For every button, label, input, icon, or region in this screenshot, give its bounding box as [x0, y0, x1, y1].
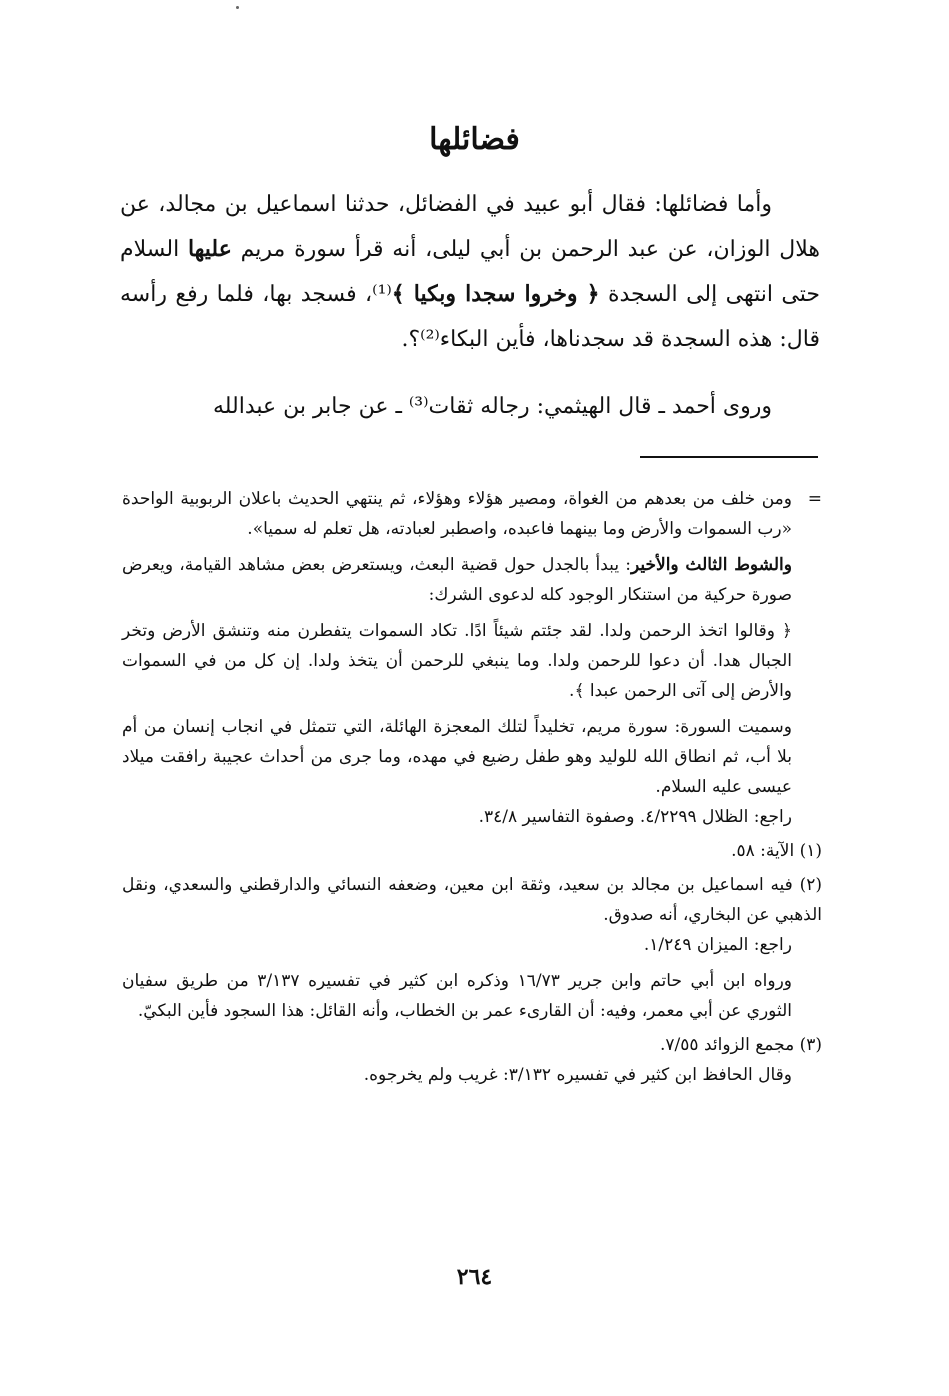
footnote-naming: وسميت السورة: سورة مريم، تخليداً لتلك المعجزة الهائلة، التي تتمثل في انجاب إنسان من أم بلا أب، ثم انطاق الله للوليد وهو طفل رضيع في مهده، وما جرى من أحداث عجيبة رافقت ميلاد عيسى عليه السلام.	[122, 717, 792, 797]
footnote-3-more: وقال الحافظ ابن كثير في تفسيره ٣/١٣٢: غريب ولم يخرجوه.	[363, 1065, 792, 1085]
footnote-reference-2: راجع: الميزان ١/٢٤٩.	[643, 935, 792, 955]
continuation-text: ومن خلف من بعدهم من الغواة، ومصير هؤلاء وهؤلاء، ثم ينتهي الحديث باعلان الربوبية الواحدة «رب السموات والأرض وما بينهما فاعبده، واصطبر لعبادته، هل تعلم له سميا».	[122, 489, 792, 539]
quranic-verse: ﴿ وخروا سجدا وبكيا ﴾	[391, 281, 600, 307]
footnote-2-more: ورواه ابن أبي حاتم وابن جرير ١٦/٧٣ وذكره ابن كثير في تفسيره ٣/١٣٧ من طريق سفيان الثوري عن أبي معمر، وفيه: أن القارىء عمر بن الخطاب، وأنه القائل: هذا السجود فأين البكيّ.	[122, 971, 793, 1021]
footnote-shawt-paragraph	[122, 550, 822, 610]
footnote-continuation	[122, 484, 822, 544]
footnote-2: (٢) فيه اسماعيل بن مجالد بن سعيد، وثقة ابن معين، وضعفه النسائي والدارقطني والسعدي، ونقل الذهبي عن البخاري، أنه صدوق.	[122, 875, 822, 925]
shawt-heading: والشوط الثالث والأخير	[631, 555, 792, 575]
footnote-reference-1: راجع: الظلال ٤/٢٢٩٩. وصفوة التفاسير ٣٤/٨.	[478, 807, 792, 827]
section-title: فضائلها	[429, 122, 520, 157]
footnote-3: (٣) مجمع الزوائد ٧/٥٥.	[660, 1035, 822, 1055]
shawt-text: : يبدأ بالجدل حول قضية البعث، ويستعرض بعض مشاهد القيامة، ويعرض صورة حركية من استنكار الوجود كله لدعوى الشرك:	[122, 555, 792, 605]
footnotes	[122, 484, 822, 1090]
main-paragraph-1-part1: وأما فضائلها: فقال أبو عبيد في الفضائل، حدثنا اسماعيل بن مجالد، عن هلال الوزان، عن عبد الرحمن بن أبي ليلى، أنه قرأ سورة مريم	[120, 192, 820, 262]
main-text	[120, 182, 820, 429]
main-paragraph-1-part2: السلام حتى انتهى إلى السجدة	[120, 237, 820, 307]
footnote-separator	[640, 456, 818, 458]
footnote-ayah: ﴿ وقالوا اتخذ الرحمن ولدا. لقد جئتم شيئاً ادًا. تكاد السموات يتفطرن منه وتنشق الأرض وتخر الجبال هدا. أن دعوا للرحمن ولدا. وما ينبغي للرحمن أن يتخذ ولدا. إن كل من في السموات والأرض إلى آتى الرحمن عبدا ﴾.	[122, 621, 792, 701]
page-number: ٢٦٤	[456, 1264, 493, 1290]
footnote-1: (١) الآية: ٥٨.	[731, 841, 822, 861]
main-paragraph-1	[120, 182, 820, 362]
main-paragraph-1-part3: ⁽¹⁾، فسجد بها، فلما رفع رأسه قال: هذه السجدة قد سجدناها، فأين البكاء⁽²⁾؟.	[120, 282, 820, 352]
continuation-mark: =	[807, 489, 822, 509]
main-paragraph-2: وروى أحمد ـ قال الهيثمي: رجاله ثقات⁽³⁾ ـ عن جابر بن عبدالله	[212, 394, 772, 419]
scan-speck	[236, 6, 239, 9]
main-paragraph-1-bold1: عليها	[187, 236, 232, 262]
